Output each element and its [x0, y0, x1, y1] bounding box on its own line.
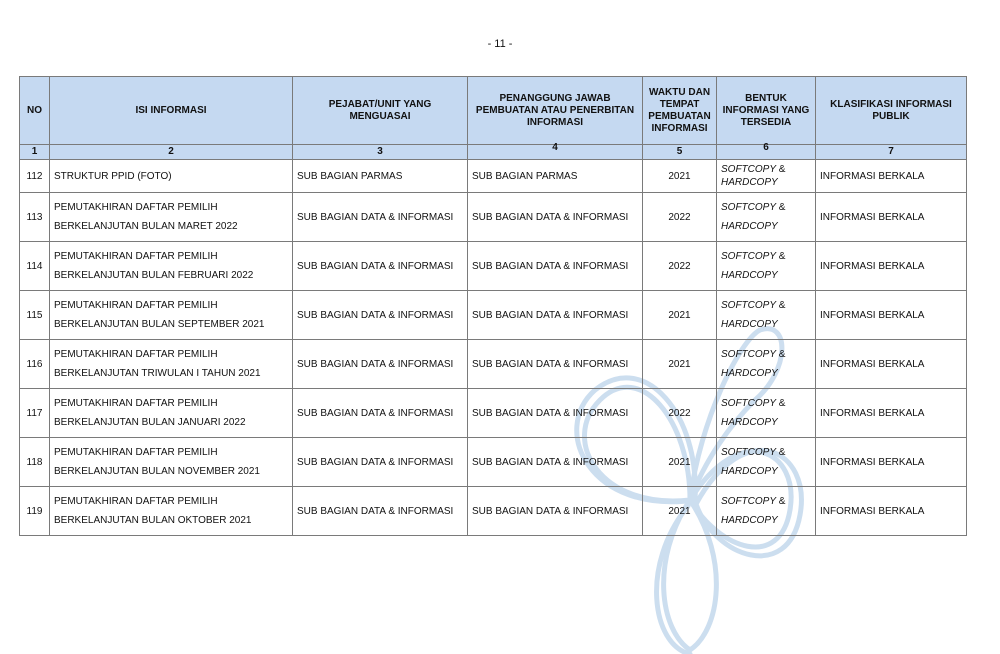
hardcopy-label: HARDCOPY	[721, 417, 778, 428]
bentuk-ampersand: &	[776, 202, 786, 213]
header-pejabat: PEJABAT/UNIT YANG MENGUASAI	[293, 77, 468, 145]
bentuk-cell	[717, 160, 816, 193]
klasifikasi-cell: INFORMASI BERKALA	[816, 389, 967, 438]
bentuk-cell	[717, 340, 816, 389]
bentuk-ampersand: &	[776, 251, 786, 262]
bentuk-ampersand: &	[776, 398, 786, 409]
column-number: 3	[293, 145, 468, 160]
penanggung-cell: SUB BAGIAN DATA & INFORMASI	[468, 487, 643, 536]
hardcopy-label: HARDCOPY	[721, 368, 778, 379]
isi-informasi-cell	[50, 193, 293, 242]
penanggung-cell: SUB BAGIAN PARMAS	[468, 160, 643, 193]
waktu-cell: 2022	[643, 242, 717, 291]
bentuk-ampersand: &	[776, 300, 786, 311]
softcopy-label: SOFTCOPY	[721, 251, 777, 262]
softcopy-label: SOFTCOPY	[721, 496, 777, 507]
isi-line-1: STRUKTUR PPID (FOTO)	[54, 170, 172, 182]
isi-line-2: BERKELANJUTAN BULAN SEPTEMBER 2021	[54, 319, 265, 330]
klasifikasi-cell: INFORMASI BERKALA	[816, 438, 967, 487]
pejabat-cell: SUB BAGIAN PARMAS	[293, 160, 468, 193]
row-number: 112	[20, 160, 50, 193]
softcopy-label: SOFTCOPY	[721, 202, 777, 213]
table-row	[20, 291, 967, 340]
isi-informasi-cell	[50, 438, 293, 487]
page-number: - 11 -	[487, 38, 513, 50]
pejabat-cell: SUB BAGIAN DATA & INFORMASI	[293, 193, 468, 242]
klasifikasi-cell: INFORMASI BERKALA	[816, 340, 967, 389]
isi-informasi-cell	[50, 340, 293, 389]
row-number: 114	[20, 242, 50, 291]
klasifikasi-cell: INFORMASI BERKALA	[816, 193, 967, 242]
waktu-cell: 2021	[643, 487, 717, 536]
header-bentuk-informasi: BENTUK INFORMASI YANG TERSEDIA	[717, 77, 816, 145]
hardcopy-label: HARDCOPY	[721, 466, 778, 477]
pejabat-cell: SUB BAGIAN DATA & INFORMASI	[293, 242, 468, 291]
isi-line-1: PEMUTAKHIRAN DAFTAR PEMILIH	[54, 251, 218, 262]
waktu-cell: 2021	[643, 438, 717, 487]
penanggung-cell: SUB BAGIAN DATA & INFORMASI	[468, 242, 643, 291]
bentuk-cell	[717, 291, 816, 340]
penanggung-cell: SUB BAGIAN DATA & INFORMASI	[468, 340, 643, 389]
hardcopy-label: HARDCOPY	[721, 515, 778, 526]
bentuk-cell	[717, 438, 816, 487]
column-number: 7	[816, 145, 967, 160]
table-row	[20, 438, 967, 487]
hardcopy-label: HARDCOPY	[721, 270, 778, 281]
isi-line-1: PEMUTAKHIRAN DAFTAR PEMILIH	[54, 202, 218, 213]
isi-line-1: PEMUTAKHIRAN DAFTAR PEMILIH	[54, 349, 218, 360]
header-isi-informasi: ISI INFORMASI	[50, 77, 293, 145]
isi-informasi-cell	[50, 291, 293, 340]
isi-informasi-cell	[50, 242, 293, 291]
waktu-cell: 2021	[643, 340, 717, 389]
bentuk-cell	[717, 389, 816, 438]
penanggung-cell: SUB BAGIAN DATA & INFORMASI	[468, 389, 643, 438]
column-number	[468, 142, 643, 160]
pejabat-cell: SUB BAGIAN DATA & INFORMASI	[293, 438, 468, 487]
header-no: NO	[20, 77, 50, 145]
column-number-row	[20, 145, 967, 160]
isi-line-1: PEMUTAKHIRAN DAFTAR PEMILIH	[54, 447, 218, 458]
header-klasifikasi: KLASIFIKASI INFORMASI PUBLIK	[816, 77, 967, 145]
klasifikasi-cell: INFORMASI BERKALA	[816, 291, 967, 340]
pejabat-cell: SUB BAGIAN DATA & INFORMASI	[293, 340, 468, 389]
isi-line-1: PEMUTAKHIRAN DAFTAR PEMILIH	[54, 398, 218, 409]
table-row	[20, 389, 967, 438]
row-number: 119	[20, 487, 50, 536]
bentuk-ampersand: &	[776, 349, 786, 360]
waktu-cell: 2021	[643, 291, 717, 340]
row-number: 113	[20, 193, 50, 242]
isi-line-1: PEMUTAKHIRAN DAFTAR PEMILIH	[54, 496, 218, 507]
softcopy-label: SOFTCOPY	[721, 164, 777, 175]
pejabat-cell: SUB BAGIAN DATA & INFORMASI	[293, 487, 468, 536]
table-row	[20, 242, 967, 291]
isi-informasi-cell	[50, 389, 293, 438]
isi-informasi-cell	[50, 487, 293, 536]
klasifikasi-cell: INFORMASI BERKALA	[816, 242, 967, 291]
table-row	[20, 340, 967, 389]
klasifikasi-cell: INFORMASI BERKALA	[816, 160, 967, 193]
row-number: 116	[20, 340, 50, 389]
penanggung-cell: SUB BAGIAN DATA & INFORMASI	[468, 438, 643, 487]
bentuk-cell	[717, 487, 816, 536]
column-number	[717, 142, 816, 160]
header-penanggung-jawab: PENANGGUNG JAWAB PEMBUATAN ATAU PENERBITAN INFORMASI	[468, 77, 643, 145]
isi-line-2: BERKELANJUTAN TRIWULAN I TAHUN 2021	[54, 368, 261, 379]
column-number: 2	[50, 145, 293, 160]
softcopy-label: SOFTCOPY	[721, 398, 777, 409]
isi-line-1: PEMUTAKHIRAN DAFTAR PEMILIH	[54, 300, 218, 311]
waktu-cell: 2022	[643, 389, 717, 438]
isi-informasi-cell	[50, 160, 293, 193]
bentuk-ampersand: &	[776, 164, 786, 175]
isi-line-2: BERKELANJUTAN BULAN MARET 2022	[54, 221, 238, 232]
row-number: 115	[20, 291, 50, 340]
header-waktu-tempat: WAKTU DAN TEMPAT PEMBUATAN INFORMASI	[643, 77, 717, 145]
isi-line-2: BERKELANJUTAN BULAN OKTOBER 2021	[54, 515, 252, 526]
softcopy-label: SOFTCOPY	[721, 349, 777, 360]
bentuk-ampersand: &	[776, 496, 786, 507]
bentuk-cell	[717, 242, 816, 291]
hardcopy-label: HARDCOPY	[721, 221, 778, 232]
bentuk-ampersand: &	[776, 447, 786, 458]
column-number: 5	[643, 145, 717, 160]
hardcopy-label: HARDCOPY	[721, 319, 778, 330]
table-header-row	[20, 77, 967, 145]
penanggung-cell: SUB BAGIAN DATA & INFORMASI	[468, 291, 643, 340]
pejabat-cell: SUB BAGIAN DATA & INFORMASI	[293, 389, 468, 438]
softcopy-label: SOFTCOPY	[721, 300, 777, 311]
waktu-cell: 2022	[643, 193, 717, 242]
table-row	[20, 160, 967, 193]
pejabat-cell: SUB BAGIAN DATA & INFORMASI	[293, 291, 468, 340]
klasifikasi-cell: INFORMASI BERKALA	[816, 487, 967, 536]
table-row	[20, 487, 967, 536]
table-row	[20, 193, 967, 242]
waktu-cell: 2021	[643, 160, 717, 193]
column-number-label: 4	[552, 142, 558, 153]
isi-line-2: BERKELANJUTAN BULAN FEBRUARI 2022	[54, 270, 254, 281]
row-number: 118	[20, 438, 50, 487]
column-number: 1	[20, 145, 50, 160]
hardcopy-label: HARDCOPY	[721, 177, 778, 188]
information-table	[19, 76, 967, 536]
softcopy-label: SOFTCOPY	[721, 447, 777, 458]
isi-line-2: BERKELANJUTAN BULAN JANUARI 2022	[54, 417, 246, 428]
bentuk-cell	[717, 193, 816, 242]
penanggung-cell: SUB BAGIAN DATA & INFORMASI	[468, 193, 643, 242]
column-number-label: 6	[763, 142, 769, 153]
isi-line-2: BERKELANJUTAN BULAN NOVEMBER 2021	[54, 466, 260, 477]
row-number: 117	[20, 389, 50, 438]
